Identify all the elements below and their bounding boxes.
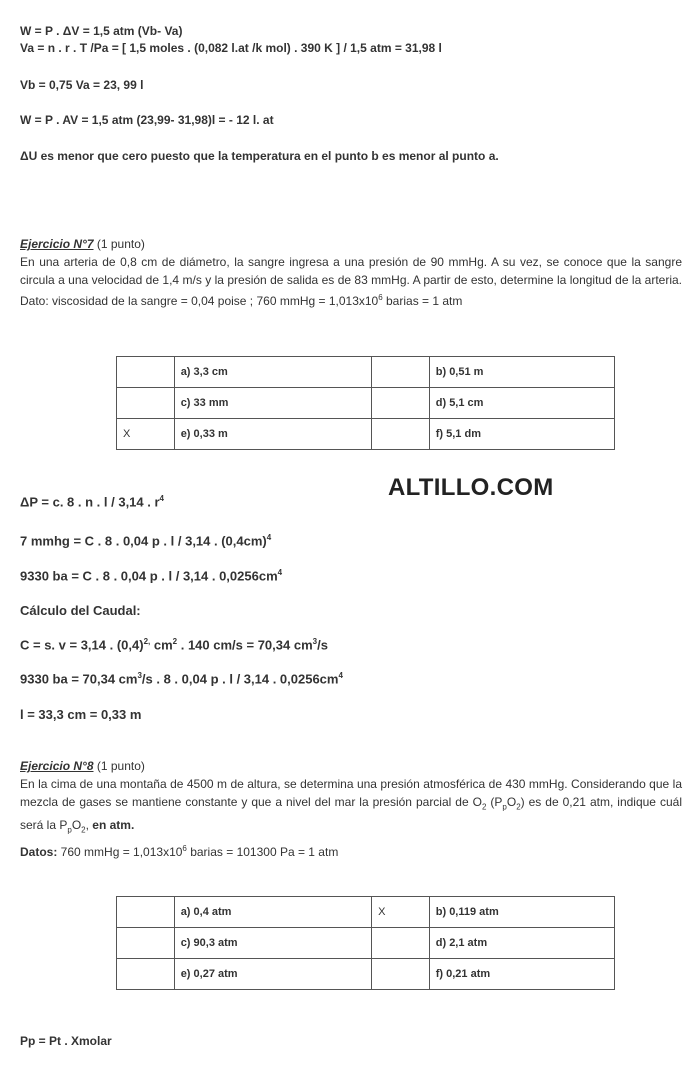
table-row xyxy=(117,959,615,990)
watermark: ALTILLO.COM xyxy=(388,474,554,501)
option-f: f) 0,21 atm xyxy=(429,959,614,990)
option-f: f) 5,1 dm xyxy=(429,419,614,450)
exercise-7-options-table xyxy=(116,356,615,450)
option-a: a) 0,4 atm xyxy=(174,897,371,928)
mark-cell[interactable] xyxy=(372,959,430,990)
mark-cell[interactable] xyxy=(372,388,430,419)
option-e: e) 0,33 m xyxy=(174,419,371,450)
option-b: b) 0,51 m xyxy=(429,357,614,388)
option-e: e) 0,27 atm xyxy=(174,959,371,990)
mark-cell[interactable] xyxy=(117,959,175,990)
calc-vb: Vb = 0,75 Va = 23, 99 l xyxy=(20,78,144,92)
option-d: d) 5,1 cm xyxy=(429,388,614,419)
mark-cell[interactable] xyxy=(372,419,430,450)
solution-7-line-5: C = s. v = 3,14 . $(0,4)^{2,}$ $cm^2$ . 140 cm/s = 70,34 $cm^3/s$ xyxy=(20,637,328,653)
solution-7-caudal-heading: Cálculo del Caudal: xyxy=(20,603,141,618)
option-c: c) 90,3 atm xyxy=(174,928,371,959)
exercise-7-block xyxy=(20,235,682,310)
mark-cell[interactable] xyxy=(372,928,430,959)
solution-7-line-2: 7 mmhg = C . 8 . 0,04 p . l / 3,14 . $(0,4cm)^4$ xyxy=(20,533,272,549)
exercise-8-points: (1 punto) xyxy=(96,759,145,773)
exercise-8-options-table xyxy=(116,896,615,990)
table-row xyxy=(117,928,615,959)
solution-7-line-6: 9330 ba = 70,34 $cm^3/s$ . 8 . 0,04 p . l / 3,14 . $0,0256cm^4$ xyxy=(20,671,343,687)
calc-work-result: W = P . AV = 1,5 atm (23,99- 31,98)l = - 12 l. at xyxy=(20,113,274,127)
table-row xyxy=(117,388,615,419)
exercise-7-exp: 6 xyxy=(378,293,383,302)
calc-work-formula: W = P . ΔV = 1,5 atm (Vb- Va) xyxy=(20,24,183,38)
option-b: b) 0,119 atm xyxy=(429,897,614,928)
footer-formula: Pp = Pt . Xmolar xyxy=(20,1034,112,1048)
exercise-7-points: (1 punto) xyxy=(96,237,145,251)
solution-7-line-1: ΔP = c. 8 . n . l / 3,14 . $r^4$ xyxy=(20,494,164,510)
calc-va: Va = n . r . T /Pa = [ 1,5 moles . (0,082 l.at /k mol) . 390 K ] / 1,5 atm = 31,98 l xyxy=(20,41,442,55)
calc-du-statement: ΔU es menor que cero puesto que la temperatura en el punto b es menor al punto a. xyxy=(20,149,499,163)
exercise-7-title: Ejercicio N°7 xyxy=(20,237,94,251)
exercise-8-title: Ejercicio N°8 xyxy=(20,759,94,773)
mark-cell[interactable] xyxy=(372,357,430,388)
mark-cell[interactable] xyxy=(117,388,175,419)
mark-cell[interactable] xyxy=(117,897,175,928)
table-row xyxy=(117,357,615,388)
solution-7-result: l = 33,3 cm = 0,33 m xyxy=(20,707,142,722)
solution-7-line-3: 9330 ba = C . 8 . 0,04 p . l / 3,14 . $0,0256cm^4$ xyxy=(20,568,283,584)
mark-cell[interactable]: X xyxy=(117,419,175,450)
table-row xyxy=(117,419,615,450)
option-c: c) 33 mm xyxy=(174,388,371,419)
table-row xyxy=(117,897,615,928)
datos-label: Datos: xyxy=(20,844,58,859)
exercise-7-text: En una arteria de 0,8 cm de diámetro, la sangre ingresa a una presión de 90 mmHg. A su vez, se conoce que la sangre circula a una velocidad de 1,4 m/s y la presión de salida es de 83 mmHg. A partir de esto, determine la longitud de la arteria. Dato: viscosidad de la sangre = 0,04 poise ; 760 mmHg = 1,013x10 xyxy=(20,255,682,308)
option-a: a) 3,3 cm xyxy=(174,357,371,388)
exercise-7-text-end: barias = 1 atm xyxy=(382,294,463,308)
mark-cell[interactable] xyxy=(117,357,175,388)
mark-cell[interactable]: X xyxy=(372,897,430,928)
exercise-8-block: Ejercicio N°8 (1 punto) En la cima de una montaña de 4500 m de altura, se determina una presión atmosférica de 430 mmHg. Considerando que la mezcla de gases se mantiene constante y que a nivel del mar la presión parcial de $O_2$ $(P_pO_2)$ es de 0,21 atm, indique cuál será la $P_pO_2$, en atm. Datos: 760 mmHg = $1,013x10^6$ barias = 101300 Pa = 1 atm xyxy=(20,759,682,859)
option-d: d) 2,1 atm xyxy=(429,928,614,959)
mark-cell[interactable] xyxy=(117,928,175,959)
